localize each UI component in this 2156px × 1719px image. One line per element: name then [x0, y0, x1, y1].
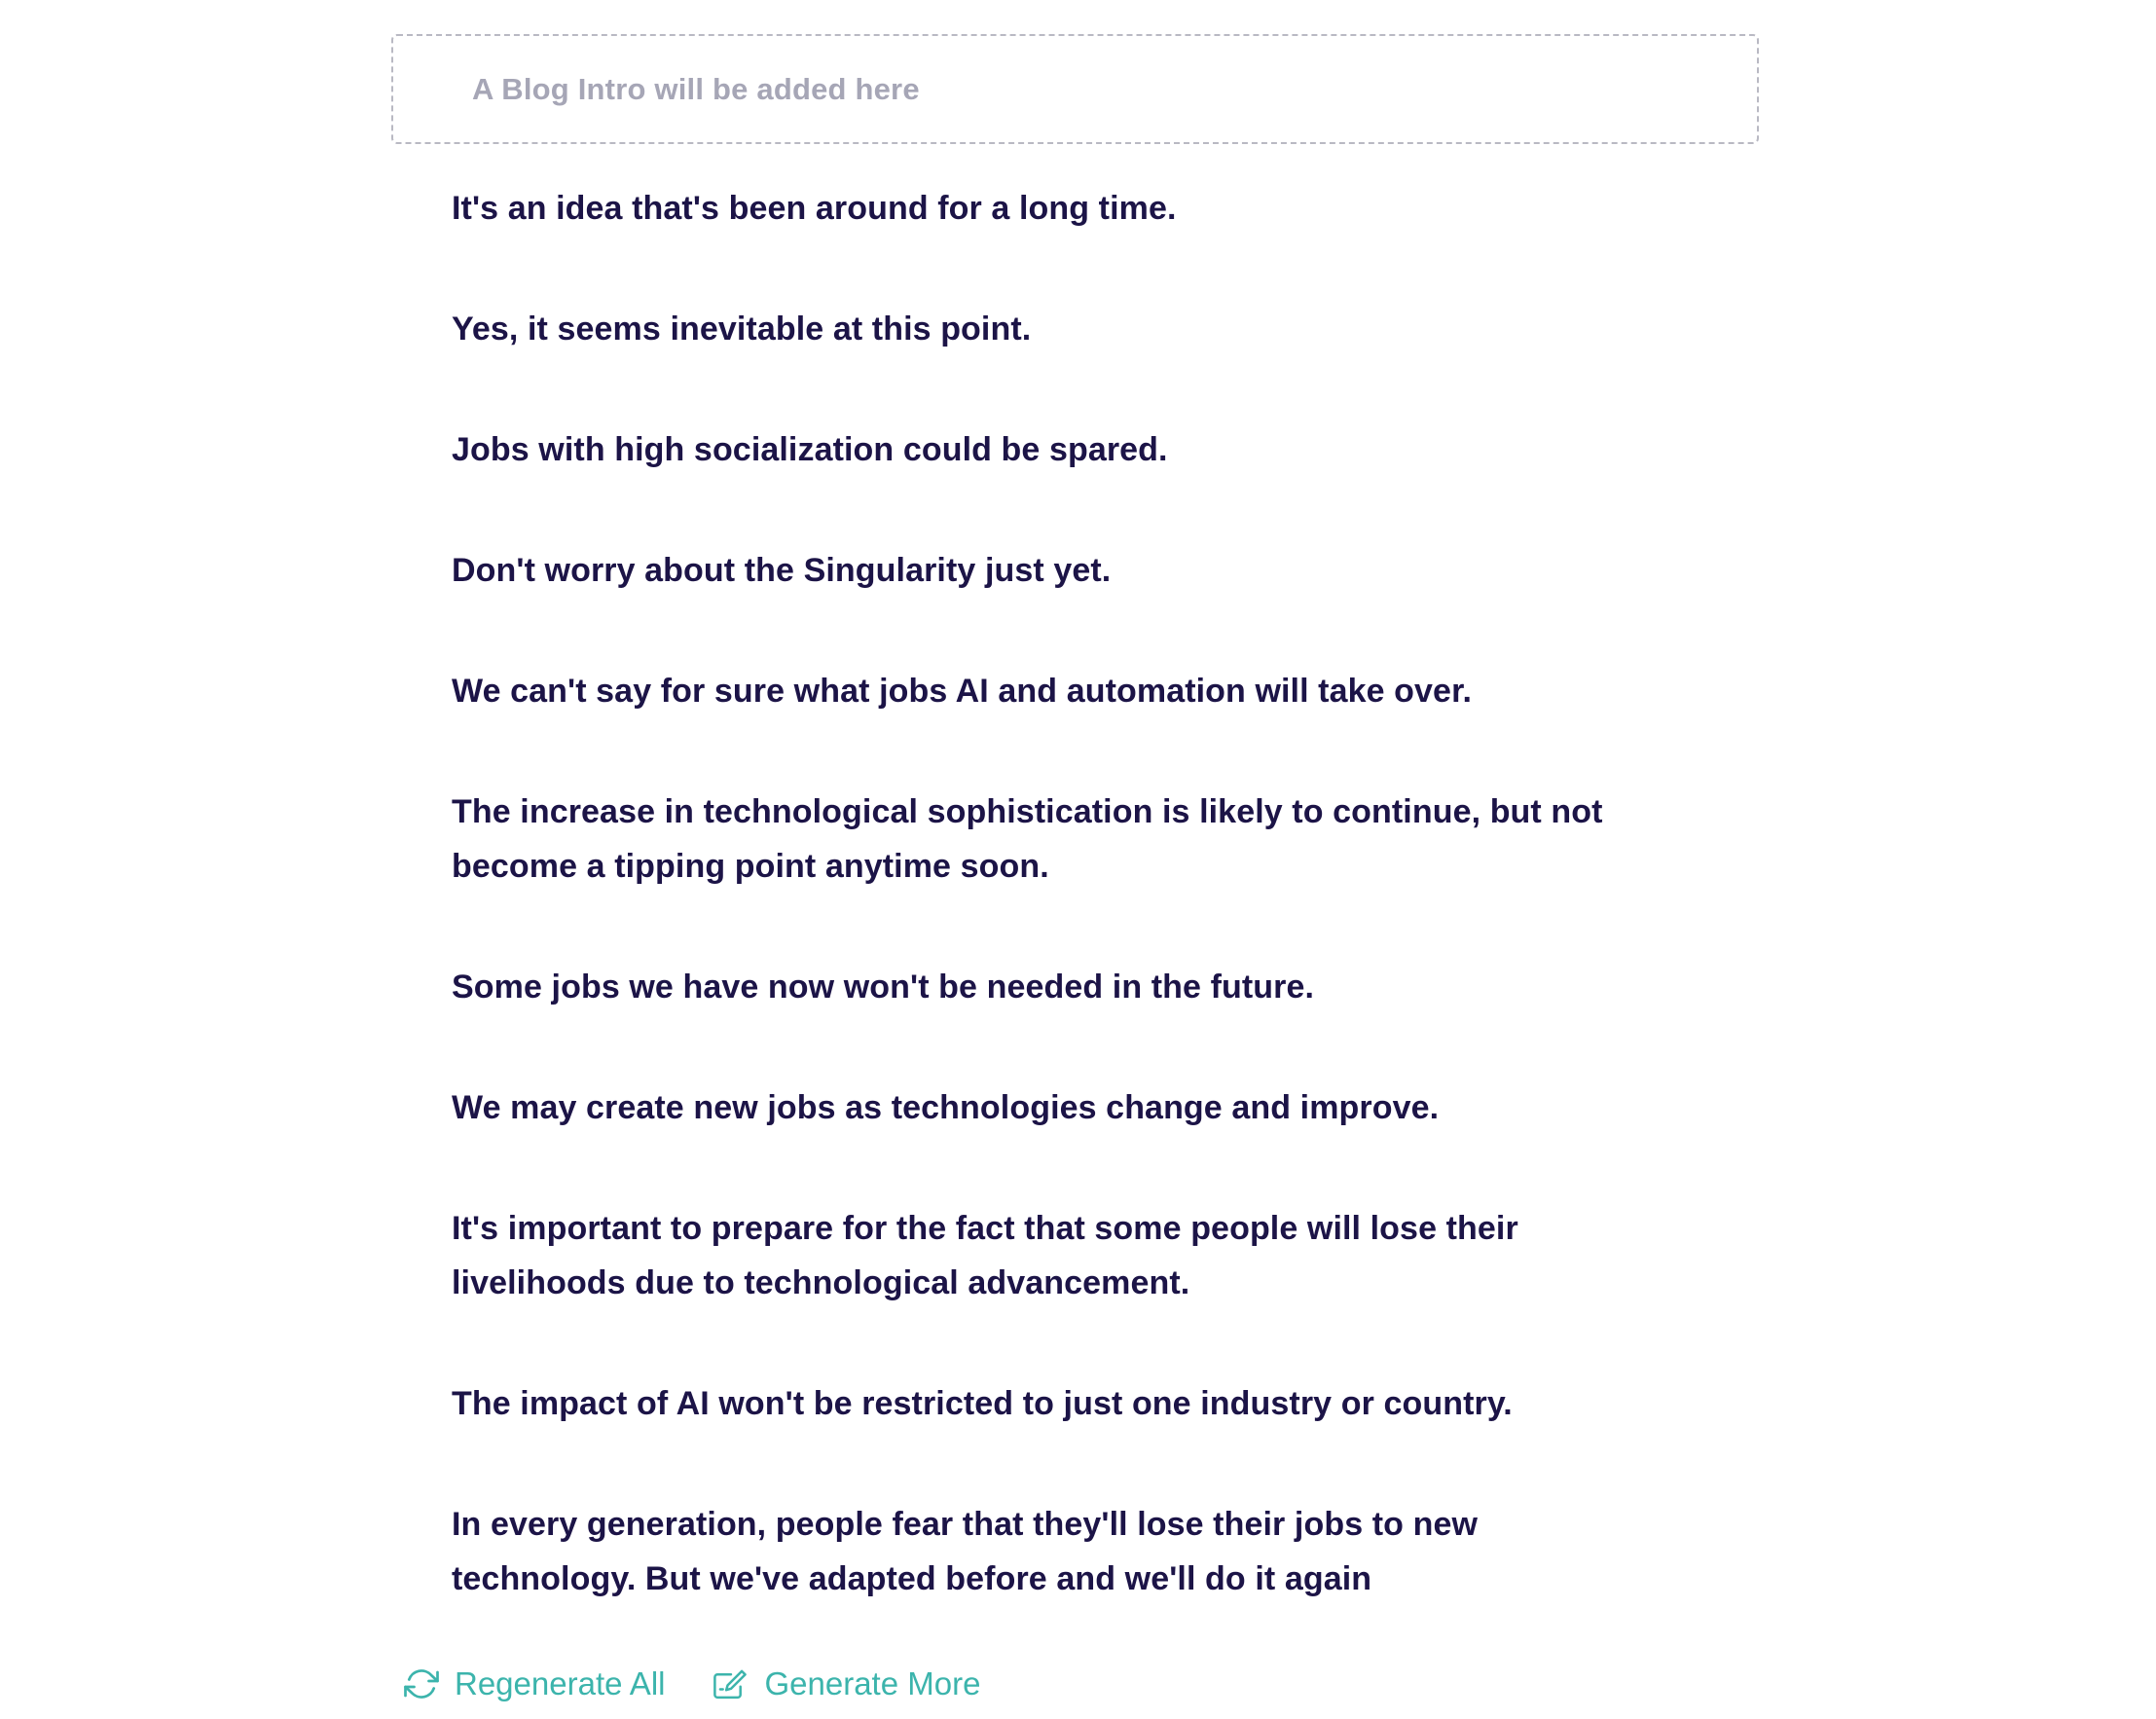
- blog-intro-placeholder-box[interactable]: [391, 34, 1759, 144]
- talking-point-8[interactable]: We may create new jobs as technologies change and improve.: [452, 1089, 1440, 1126]
- blog-intro-placeholder-text: A Blog Intro will be added here: [472, 71, 920, 106]
- edit-pencil-icon: [713, 1666, 749, 1701]
- generate-more-button[interactable]: [713, 1665, 980, 1702]
- talking-points-list: [452, 181, 1659, 1606]
- talking-point-10[interactable]: The impact of AI won't be restricted to just one industry or country.: [452, 1385, 1513, 1422]
- talking-point-9[interactable]: It's important to prepare for the fact that some people will lose their livelihoods due to technological advancement.: [452, 1210, 1518, 1301]
- talking-point-4[interactable]: Don't worry about the Singularity just yet.: [452, 552, 1112, 589]
- regenerate-all-button[interactable]: [404, 1665, 665, 1702]
- generate-more-label: Generate More: [764, 1665, 981, 1701]
- talking-point-1[interactable]: It's an idea that's been around for a long time.: [452, 190, 1177, 227]
- talking-point-7[interactable]: Some jobs we have now won't be needed in the future.: [452, 969, 1315, 1006]
- talking-point-5[interactable]: We can't say for sure what jobs AI and automation will take over.: [452, 673, 1473, 710]
- talking-point-2[interactable]: Yes, it seems inevitable at this point.: [452, 311, 1032, 347]
- refresh-icon: [404, 1666, 439, 1701]
- regenerate-all-label: Regenerate All: [455, 1665, 666, 1701]
- talking-point-3[interactable]: Jobs with high socialization could be spared.: [452, 431, 1168, 468]
- talking-point-6[interactable]: The increase in technological sophistication is likely to continue, but not become a tipping point anytime soon.: [452, 793, 1603, 885]
- actions-bar: [404, 1660, 1029, 1708]
- talking-point-11[interactable]: In every generation, people fear that they'll lose their jobs to new technology. But we've adapted before and we'll do it again: [452, 1506, 1479, 1597]
